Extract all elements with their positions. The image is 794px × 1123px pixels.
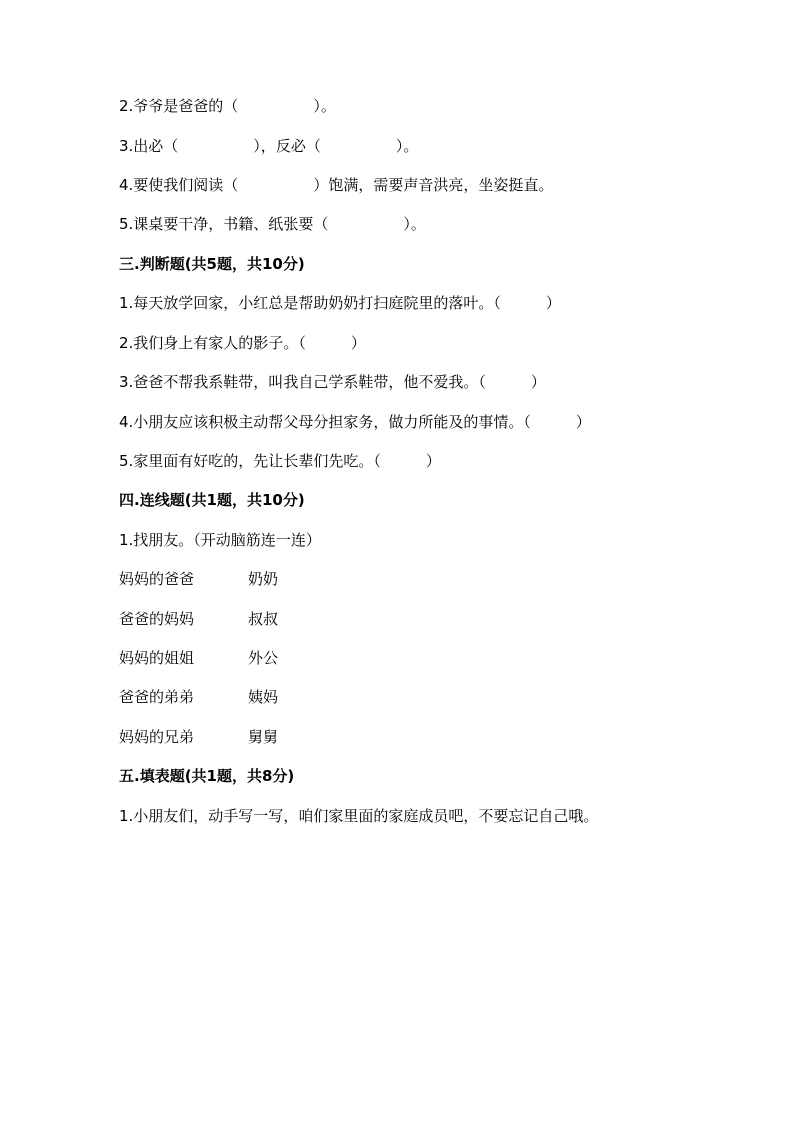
- judge-item-5: 5.家里面有好吃的，先让长辈们先吃。（ ）: [119, 452, 441, 470]
- section-match-heading: 四.连线题(共1题，共10分): [119, 491, 305, 509]
- fill-blank-item-5: 5.课桌要干净，书籍、纸张要（ ）。: [119, 215, 426, 233]
- fill-blank-item-4: 4.要使我们阅读（ ）饱满，需要声音洪亮，坐姿挺直。: [119, 176, 554, 194]
- match-left-3: 妈妈的姐姐: [119, 649, 195, 667]
- fill-blank-item-3: 3.出必（ ），反必（ ）。: [119, 137, 419, 155]
- match-left-1: 妈妈的爸爸: [119, 570, 195, 588]
- match-left-5: 妈妈的兄弟: [119, 728, 195, 746]
- match-right-1: 奶奶: [248, 570, 279, 588]
- match-right-5: 舅舅: [248, 728, 279, 746]
- match-right-4: 姨妈: [248, 688, 279, 706]
- section-judge-heading: 三.判断题(共5题，共10分): [119, 255, 305, 273]
- match-right-2: 叔叔: [248, 610, 279, 628]
- judge-item-4: 4.小朋友应该积极主动帮父母分担家务，做力所能及的事情。（ ）: [119, 413, 591, 431]
- judge-item-2: 2.我们身上有家人的影子。（ ）: [119, 334, 366, 352]
- match-left-2: 爸爸的妈妈: [119, 610, 195, 628]
- table-question: 1.小朋友们，动手写一写，咱们家里面的家庭成员吧，不要忘记自己哦。: [119, 807, 599, 825]
- match-question: 1.找朋友。（开动脑筋连一连）: [119, 531, 321, 549]
- section-table-heading: 五.填表题(共1题，共8分): [119, 767, 295, 785]
- judge-item-3: 3.爸爸不帮我系鞋带，叫我自己学系鞋带，他不爱我。（ ）: [119, 373, 546, 391]
- judge-item-1: 1.每天放学回家，小红总是帮助奶奶打扫庭院里的落叶。（ ）: [119, 294, 561, 312]
- match-left-4: 爸爸的弟弟: [119, 688, 195, 706]
- match-right-3: 外公: [248, 649, 279, 667]
- fill-blank-item-2: 2.爷爷是爸爸的（ ）。: [119, 97, 336, 115]
